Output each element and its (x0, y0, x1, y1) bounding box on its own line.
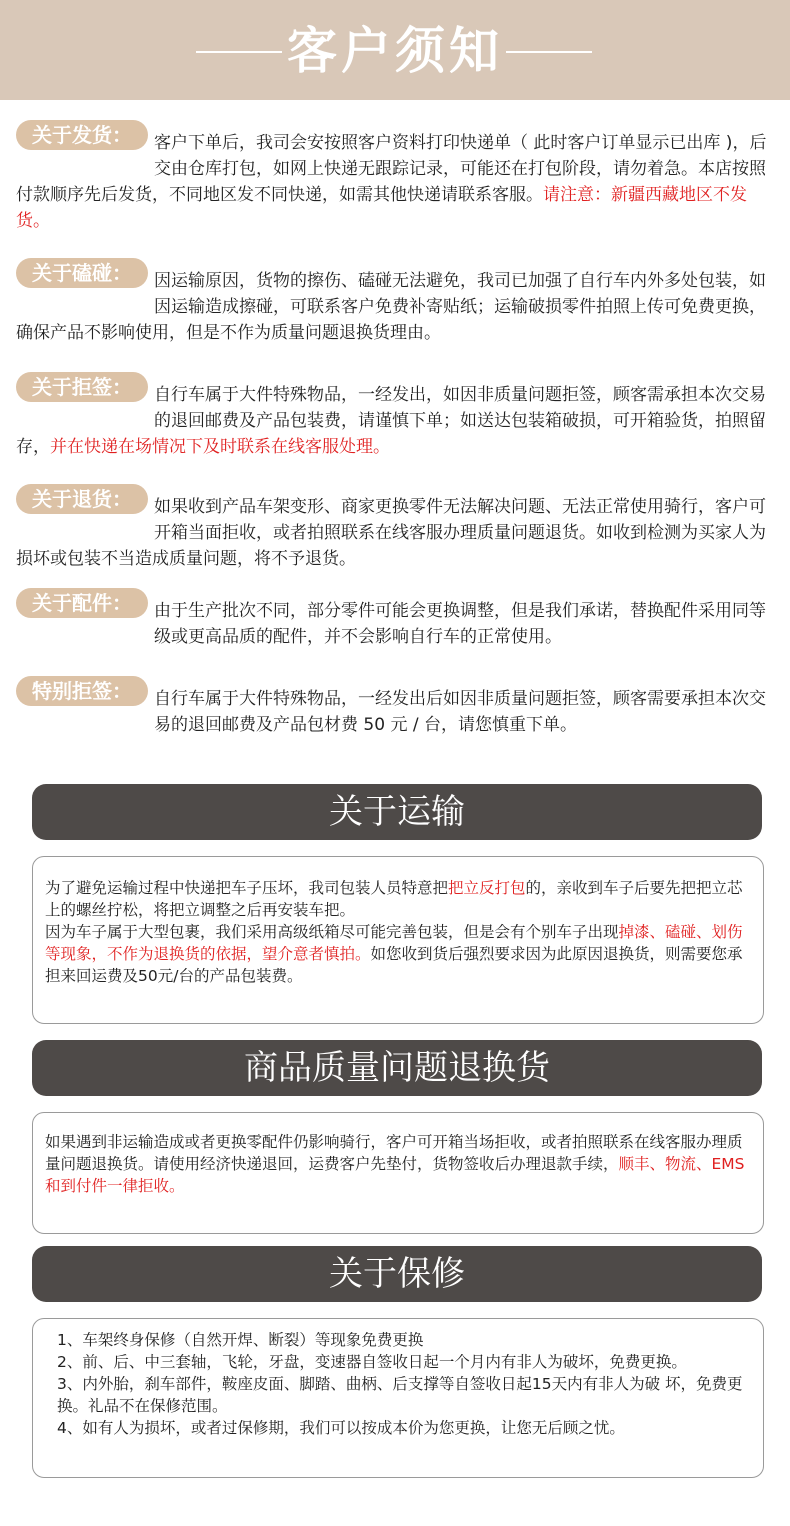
notice-tag: 关于退货： (16, 484, 148, 514)
shipping-paragraph-1 (45, 877, 751, 921)
notice-collision (16, 261, 776, 346)
notice-parts (16, 591, 776, 650)
shipping-text: 的，亲收到车子后要先把把立芯上的螺丝拧松，将把立调整之后再安装车把。 (45, 879, 743, 919)
warranty-item: 3、内外胎，刹车部件，鞍座皮面、脚踏、曲柄、后支撑等自签收日起15天内有非人为破 坏，免费更换。礼品不在保修范围。 (57, 1375, 743, 1415)
notice-text: 由于生产批次不同，部分零件可能会更换调整，但是我们承诺，替换配件采用同等级或更高品质的配件，并不会影响自行车的正常使用。 (154, 601, 766, 647)
shipping-warning: 把立反打包 (448, 879, 526, 897)
notice-warning: 并在快递在场情况下及时联系在线客服处理。 (50, 437, 390, 457)
shipping-text: 因为车子属于大型包裹，我们采用高级纸箱尽可能完善包装，但是会有个别车子出现 (45, 923, 619, 941)
notice-warning: 请注意：新疆西藏地区不发货。 (16, 185, 747, 231)
header-divider-right (506, 51, 592, 53)
shipping-paragraph-2 (45, 921, 751, 987)
shipping-text: 如您收到货后强烈要求因为此原因退换货，则需要您承担来回运费及50元/台的产品包装费。 (45, 945, 743, 985)
section-title-quality: 商品质量问题退换货 (32, 1040, 762, 1096)
notice-refusal (16, 375, 776, 460)
notice-text: 自行车属于大件特殊物品，一经发出，如因非质量问题拒签，顾客需承担本次交易的退回邮费及产品包装费，请谨慎下单；如送达包装箱破损，可开箱验货，拍照留存， (16, 385, 766, 457)
notice-tag: 关于配件： (16, 588, 148, 618)
page-header (0, 0, 790, 100)
warranty-item: 2、前、后、中三套轴，飞轮，牙盘，变速器自签收日起一个月内有非人为破坏，免费更换。 (57, 1353, 687, 1371)
notice-text: 如果收到产品车架变形、商家更换零件无法解决问题、无法正常使用骑行，客户可开箱当面拒收，或者拍照联系在线客服办理质量问题退货。如收到检测为买家人为损坏或包装不当造成质量问题，将不予退货。 (16, 497, 766, 569)
notice-tag: 关于拒签： (16, 372, 148, 402)
notice-return (16, 487, 776, 572)
warranty-info-box (32, 1318, 764, 1478)
page-title: 客户须知 (287, 22, 503, 80)
section-title-warranty: 关于保修 (32, 1246, 762, 1302)
shipping-info-box (32, 856, 764, 1024)
notice-text: 客户下单后，我司会安按照客户资料打印快递单（ 此时客户订单显示已出库 )，后交由仓库打包，如网上快递无跟踪记录，可能还在打包阶段，请勿着急。本店按照付款顺序先后发货，不同地区发不同快递，如需其他快递请联系客服。 (16, 133, 767, 205)
notice-tag: 关于磕碰： (16, 258, 148, 288)
shipping-warning: 掉漆、磕碰、划伤等现象，不作为退换货的依据，望介意者慎拍。 (45, 923, 743, 963)
shipping-text: 为了避免运输过程中快递把车子压坏，我司包装人员特意把 (45, 879, 449, 897)
notice-tag: 关于发货： (16, 120, 148, 150)
notice-special-refusal (16, 679, 776, 738)
quality-text: 如果遇到非运输造成或者更换零配件仍影响骑行，客户可开箱当场拒收，或者拍照联系在线客服办理质量问题退换货。请使用经济快递退回，运费客户先垫付，货物签收后办理退款手续， (45, 1133, 743, 1173)
notice-tag: 特别拒签： (16, 676, 148, 706)
quality-info-box (32, 1112, 764, 1234)
notice-shipping (16, 123, 776, 234)
quality-warning: 顺丰、物流、EMS和到付件一律拒收。 (45, 1155, 745, 1195)
notice-text: 自行车属于大件特殊物品，一经发出后如因非质量问题拒签，顾客需要承担本次交易的退回邮费及产品包材费 50 元 / 台，请您慎重下单。 (154, 689, 766, 735)
section-title-shipping: 关于运输 (32, 784, 762, 840)
warranty-item: 1、车架终身保修（自然开焊、断裂）等现象免费更换 (57, 1331, 424, 1349)
notice-text: 因运输原因，货物的擦伤、磕碰无法避免，我司已加强了自行车内外多处包装，如因运输造成擦碰，可联系客户免费补寄贴纸；运输破损零件拍照上传可免费更换，确保产品不影响使用，但是不作为质量问题退换货理由。 (16, 271, 766, 343)
warranty-item: 4、如有人为损坏，或者过保修期，我们可以按成本价为您更换，让您无后顾之忧。 (57, 1419, 625, 1437)
